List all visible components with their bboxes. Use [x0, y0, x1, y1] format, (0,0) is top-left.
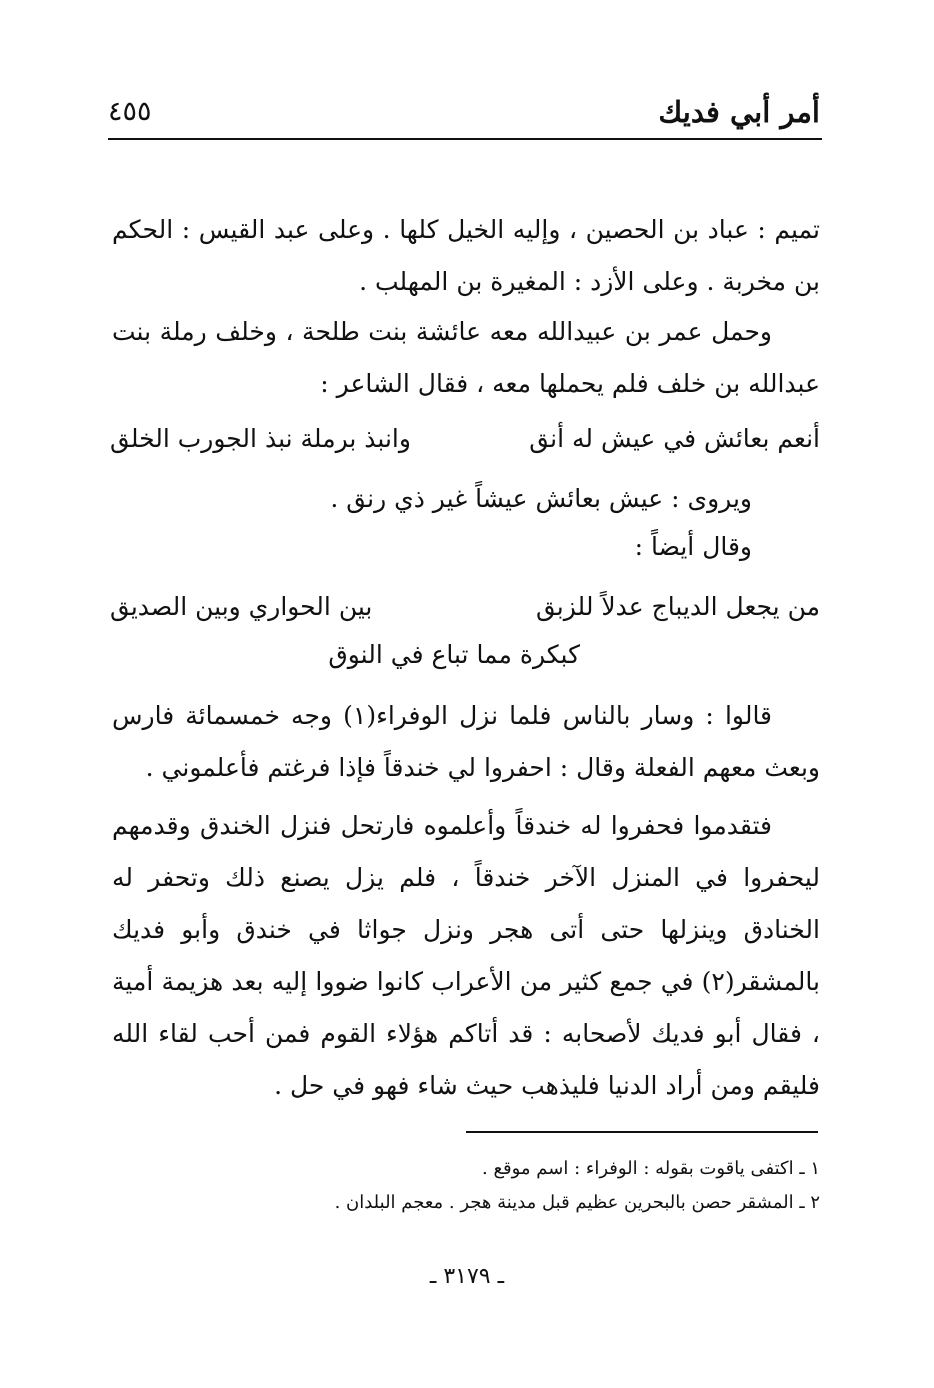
riwaya-line: ويروى : عيش بعائش عيشاً غير ذي رنق .: [330, 484, 752, 513]
verse-2-continuation: كبكرة مما تباع في النوق: [328, 640, 580, 669]
verse-2-second-hemistich: بين الحواري وبين الصديق: [110, 592, 373, 621]
verse-2: [110, 582, 820, 632]
page-number: ـ ٣١٧٩ ـ: [429, 1264, 505, 1289]
footnote-rule: [466, 1131, 818, 1133]
paragraph-3: [112, 690, 820, 794]
paragraph-2: [112, 306, 820, 410]
verse-1-second-hemistich: وانبذ برملة نبذ الجورب الخلق: [110, 424, 411, 453]
footnotes: [120, 1152, 820, 1220]
qala-line: وقال أيضاً :: [634, 532, 752, 561]
running-header: [108, 92, 820, 134]
paragraph-2-text: وحمل عمر بن عبيدالله معه عائشة بنت طلحة ، وخلف رملة بنت عبدالله بن خلف فلم يحملها معه ، فقال الشاعر :: [112, 317, 820, 398]
chapter-title: أمر أبي فديك: [658, 95, 820, 129]
paragraph-4: [112, 800, 820, 1112]
header-rule: [108, 138, 822, 140]
header-page-number: ٤٥٥: [108, 96, 152, 127]
verse-1: [110, 414, 820, 464]
paragraph-3-text: قالوا : وسار بالناس فلما نزل الوفراء(١) وجه خمسمائة فارس وبعث معهم الفعلة وقال : احفروا لي خندقاً فإذا فرغتم فأعلموني .: [112, 701, 820, 782]
paragraph-4-text: فتقدموا فحفروا له خندقاً وأعلموه فارتحل فنزل الخندق وقدمهم ليحفروا في المنزل الآخر خندقاً ، فلم يزل يصنع ذلك وتحفر له الخنادق وينزلها حتى أتى هجر ونزل جواثا في خندق وأبو فديك بالمشقر(٢) في جمع كثير من الأعراب كانوا ضووا إليه بعد هزيمة أمية ، فقال أبو فديك لأصحابه : قد أتاكم هؤلاء القوم فمن أحب لقاء الله فليقم ومن أراد الدنيا فليذهب حيث شاء فهو في حل .: [112, 811, 820, 1100]
paragraph-1: [112, 204, 820, 308]
footnote-2: ٢ ـ المشقر حصن بالبحرين عظيم قبل مدينة هجر . معجم البلدان .: [334, 1192, 820, 1213]
verse-2-first-hemistich: من يجعل الديباج عدلاً للزبق: [535, 592, 820, 621]
verse-1-first-hemistich: أنعم بعائش في عيش له أنق: [529, 424, 820, 453]
paragraph-1-text: تميم : عباد بن الحصين ، وإليه الخيل كلها . وعلى عبد القيس : الحكم بن مخربة . وعلى الأزد : المغيرة بن المهلب .: [112, 215, 820, 296]
footnote-1: ١ ـ اكتفى ياقوت بقوله : الوفراء : اسم موقع .: [482, 1158, 820, 1179]
